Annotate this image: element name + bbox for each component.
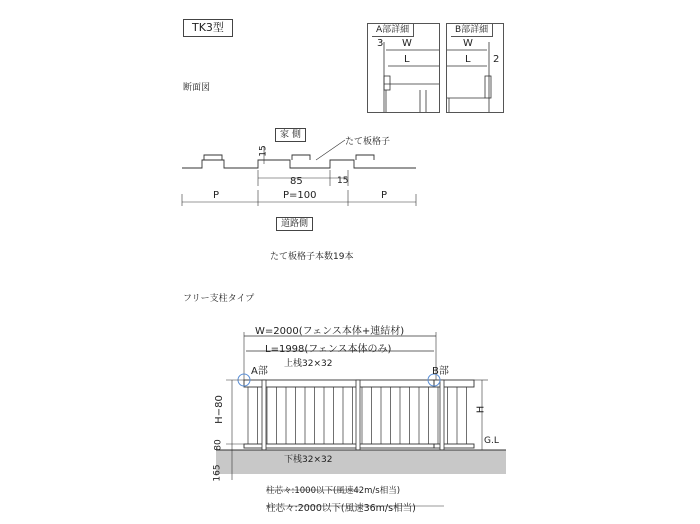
elevation-title: フリー支柱タイプ (183, 294, 255, 304)
road-side-label: 道路側 (276, 217, 313, 231)
detail-b-title: B部詳細 (451, 24, 493, 37)
detail-b-drawing (447, 24, 503, 112)
detail-b-l: L (465, 54, 471, 65)
detail-b-offset: 2 (493, 54, 500, 65)
base-gap-label: 80 (213, 439, 224, 451)
post-pitch-1: 柱芯々:1000以下(風速42m/s相当) (266, 486, 401, 496)
detail-b-w: W (463, 38, 473, 49)
top-rail-label: 上桟32×32 (284, 359, 333, 369)
detail-b-panel (446, 23, 504, 113)
detail-a-panel (367, 23, 440, 113)
embed-label: 165 (212, 464, 223, 482)
post-pitch-2: 柱芯々:2000以下(風速36m/s相当) (266, 503, 416, 514)
pitch-left: P (213, 190, 220, 201)
detail-a-offset: 3 (377, 38, 384, 49)
h-minus-label: H−80 (213, 395, 225, 424)
section-dim-width: 85 (290, 176, 303, 187)
w-dimension: W=2000(フェンス本体+連結材) (255, 326, 405, 337)
model-label: TK3型 (183, 19, 233, 37)
detail-a-l: L (404, 54, 410, 65)
h-label: H (475, 405, 487, 414)
pitch-right: P (381, 190, 388, 201)
l-dimension: L=1998(フェンス本体のみ) (265, 344, 392, 355)
section-title: 断面図 (183, 83, 211, 93)
slat-label: たて板格子 (345, 137, 391, 147)
section-dim-height: 15 (258, 145, 269, 157)
part-b-label: B部 (432, 366, 449, 377)
pitch-center: P=100 (283, 190, 317, 201)
section-dim-gap: 15 (337, 176, 349, 186)
detail-a-title: A部詳細 (372, 24, 414, 37)
bottom-rail-label: 下桟32×32 (284, 455, 333, 465)
part-a-label: A部 (251, 366, 268, 377)
detail-a-w: W (402, 38, 412, 49)
gl-label: G.L (484, 436, 499, 446)
house-side-label: 家 側 (275, 128, 306, 142)
slat-count: たて板格子本数19本 (270, 252, 354, 262)
